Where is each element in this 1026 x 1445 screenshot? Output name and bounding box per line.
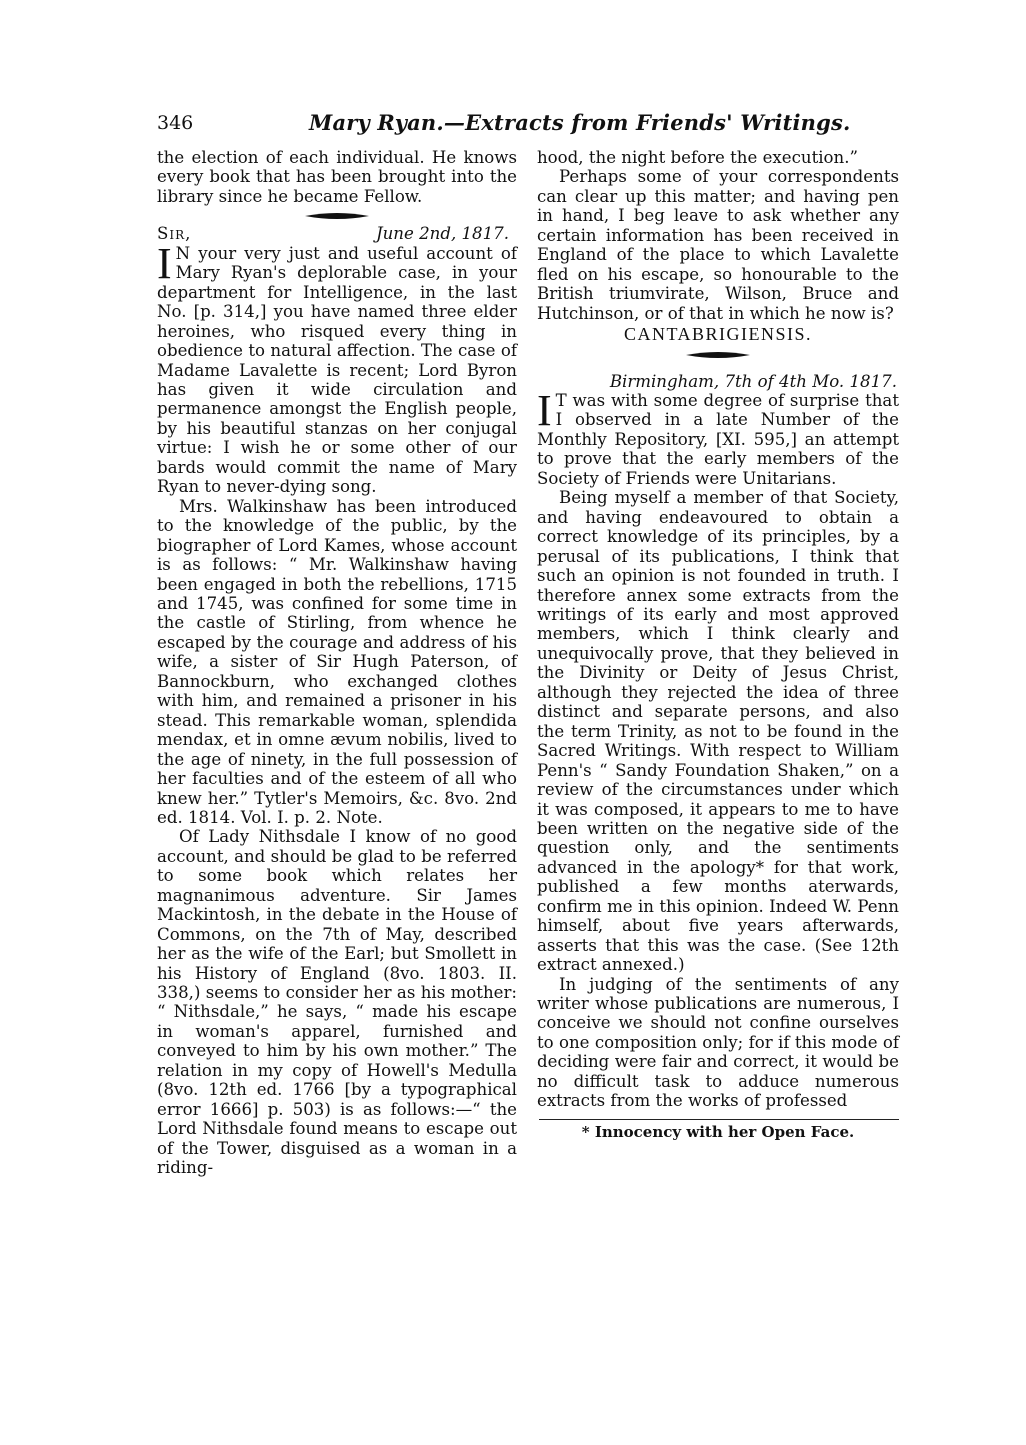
section-divider-ornament bbox=[305, 211, 369, 221]
letter-paragraph-1 bbox=[157, 238, 517, 497]
letter-signature: CANTABRIGIENSIS. bbox=[623, 324, 813, 345]
letter-paragraph: Perhaps some of your correspondents can clear up this matter; and having pen in hand, I beg leave to ask whether any certain information has been received in England of the place to which Lavalette fled on his escape, so honourable to the British triumvirate, Wilson, Bruce and Hutchinson, or of that in which he now is? bbox=[537, 167, 899, 323]
letter-date: June 2nd, 1817. bbox=[375, 224, 509, 244]
continued-paragraph: hood, the night before the execution.” bbox=[537, 148, 858, 167]
continued-paragraph: the election of each individual. He knows every book that has been brought into the library since he became Fellow. bbox=[157, 148, 517, 206]
running-title: Mary Ryan.—Extracts from Friends' Writings. bbox=[309, 110, 851, 135]
article-paragraph-1 bbox=[537, 385, 899, 488]
dateline: Birmingham, 7th of 4th Mo. 1817. bbox=[609, 371, 897, 391]
drop-cap: I bbox=[157, 238, 172, 288]
letter-paragraph-2: Mrs. Walkinshaw has been introduced to the knowledge of the public, by the biographer of Lord Kames, whose account is as follows: “ Mr. Walkinshaw having been engaged in both the rebellions, 1715 and 1745, was confined for some time in the castle of Stirling, from whence he escaped by the courage and address of his wife, a sister of Sir Hugh Paterson, of Bannockburn, who exchanged clothes with him, and remained a prisoner in his stead. This remarkable woman, splendida mendax, et in omne ævum nobilis, lived to the age of ninety, in the full possession of her faculties and of the esteem of all who knew her.” Tytler's Memoirs, &c. 8vo. 2nd ed. 1814. Vol. I. p. 2. Note. bbox=[157, 496, 517, 827]
footnote: * Innocency with her Open Face. bbox=[581, 1122, 855, 1141]
paragraph-text: T was with some degree of surprise that I observed in a late Number of the Monthly Repository, [XI. 595,] an attempt to prove that the early members of the Society of Friends were Unitarians. bbox=[537, 390, 899, 488]
running-header bbox=[157, 112, 899, 140]
salutation: Sir, bbox=[157, 224, 192, 244]
left-column bbox=[157, 148, 517, 1178]
right-column bbox=[537, 148, 899, 1142]
drop-cap: I bbox=[537, 385, 552, 435]
article-paragraph-3: In judging of the sentiments of any writer whose publications are numerous, I conceive we should not confine ourselves to one composition only; for if this mode of deciding were fair and correct, it would be no difficult task to adduce numerous extracts from the works of professed bbox=[537, 974, 899, 1111]
letter-paragraph-3: Of Lady Nithsdale I know of no good account, and should be glad to be referred to some book which relates her magnanimous adventure. Sir James Mackintosh, in the debate in the House of Commons, on the 7th of May, described her as the wife of the Earl; but Smollett in his History of England (8vo. 1803. II. 338,) seems to consider her as his mother: “ Nithsdale,” he says, “ made his escape in woman's apparel, furnished and conveyed to him by his own mother.” The relation in my copy of Howell's Medulla (8vo. 12th ed. 1766 [by a typographical error 1666] p. 503) is as follows:—“ the Lord Nithsdale found means to escape out of the Tower, disguised as a woman in a riding- bbox=[157, 827, 517, 1178]
footnote-rule bbox=[539, 1119, 899, 1120]
article-paragraph-2: Being myself a member of that Society, and having endeavoured to obtain a correct knowledge of its principles, by a perusal of its publications, I think that such an opinion is not founded in truth. I therefore annex some extracts from the writings of its early and most approved members, which I think clearly and unequivocally prove, that they believed in the Divinity or Deity of Jesus Christ, although they rejected the idea of three distinct and separate persons, and also the term Trinity, as not to be found in the Sacred Writings. With respect to William Penn's “ Sandy Foundation Shaken,” on a review of the circumstances under which it was composed, it appears to me to have been written on the negative side of the question only, and the sentiments advanced in the apology* for that work, published a few months aterwards, confirm me in this opinion. Indeed W. Penn himself, about five years afterwards, asserts that this was the case. (See 12th extract annexed.) bbox=[537, 488, 899, 975]
section-divider-ornament bbox=[686, 350, 750, 360]
paragraph-text: N your very just and useful account of Mary Ryan's deplorable case, in your department for Intelligence, in the last No. [p. 314,] you have named three elder heroines, who risqued every thing in obedience to natural affection. The case of Madame Lavalette is recent; Lord Byron has given it wide circulation and permanence amongst the English people, by his beautiful stanzas on her conjugal virtue: I wish he or some other of our bards would commit the name of Mary Ryan to never-dying song. bbox=[157, 243, 517, 497]
page-number: 346 bbox=[157, 112, 194, 134]
letter-salutation-line bbox=[157, 224, 517, 243]
